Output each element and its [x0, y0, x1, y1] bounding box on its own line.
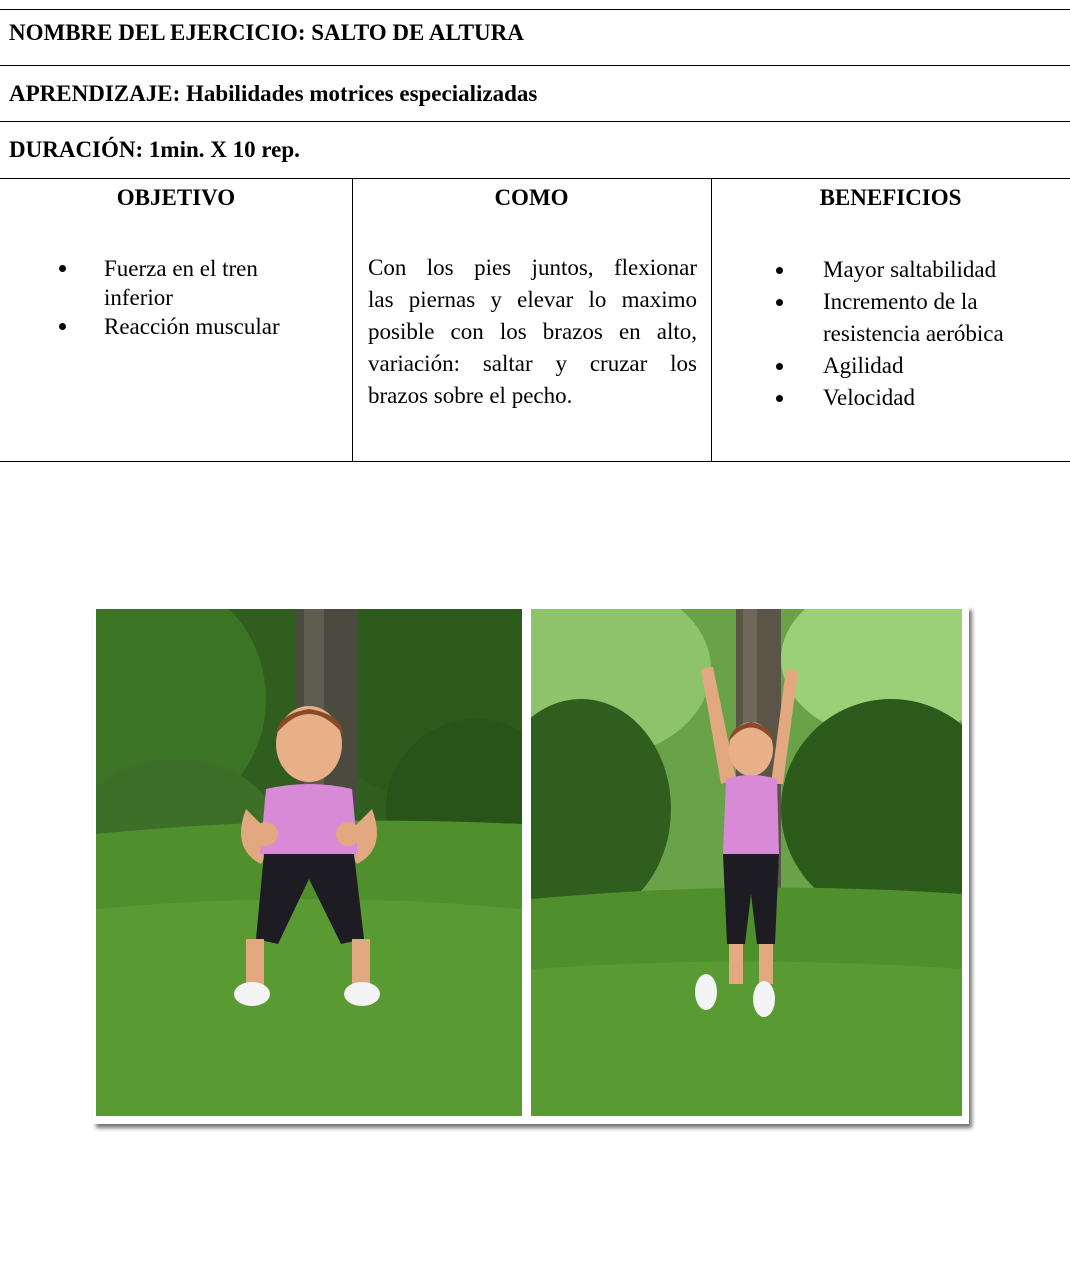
bullet-icon: [59, 323, 66, 330]
bullet-icon: [59, 265, 66, 272]
objetivo-list: [104, 254, 344, 341]
row-divider: [0, 178, 1070, 179]
jump-photo: [531, 609, 962, 1116]
squat-photo: [96, 609, 522, 1116]
list-item-text: Incremento de la: [823, 289, 978, 314]
list-item: [823, 350, 1063, 382]
bullet-icon: [776, 395, 783, 402]
bullet-icon: [776, 363, 783, 370]
list-item-text: Reacción muscular: [104, 314, 280, 339]
table-bottom-border: [0, 461, 1070, 462]
list-item-text: Agilidad: [823, 353, 904, 378]
list-item: [823, 254, 1063, 286]
como-line: posible con los brazos en alto,: [368, 319, 697, 344]
list-item-text: Fuerza en el tren: [104, 256, 258, 281]
column-divider: [711, 179, 712, 462]
como-description: [368, 252, 697, 412]
row-divider: [0, 121, 1070, 122]
como-line: las piernas y elevar lo maximo: [368, 287, 697, 312]
jump-illustration: [531, 609, 962, 1116]
duration: DURACIÓN: 1min. X 10 rep.: [9, 137, 300, 162]
list-item: [823, 286, 1063, 350]
table-top-border: [0, 9, 1070, 10]
exercise-name: NOMBRE DEL EJERCICIO: SALTO DE ALTURA: [9, 20, 524, 45]
list-item: [104, 312, 344, 341]
objetivo-heading: OBJETIVO: [116, 185, 236, 210]
learning-type: APRENDIZAJE: Habilidades motrices especializadas: [9, 81, 538, 106]
list-item: [823, 382, 1063, 414]
list-item-text: Mayor saltabilidad: [823, 257, 997, 282]
squat-illustration: [96, 609, 522, 1116]
como-heading: COMO: [494, 185, 569, 210]
row-divider: [0, 65, 1070, 66]
list-item-text: resistencia aeróbica: [823, 321, 1004, 346]
bullet-icon: [776, 299, 783, 306]
list-item-text: inferior: [104, 285, 173, 310]
list-item: [104, 254, 344, 312]
column-divider: [352, 179, 353, 462]
bullet-icon: [776, 267, 783, 274]
como-line: brazos sobre el pecho.: [368, 383, 573, 408]
beneficios-list: [823, 254, 1063, 414]
beneficios-heading: BENEFICIOS: [819, 185, 962, 210]
list-item-text: Velocidad: [823, 385, 915, 410]
como-line: Con los pies juntos, flexionar: [368, 255, 697, 280]
como-line: variación: saltar y cruzar los: [368, 351, 697, 376]
